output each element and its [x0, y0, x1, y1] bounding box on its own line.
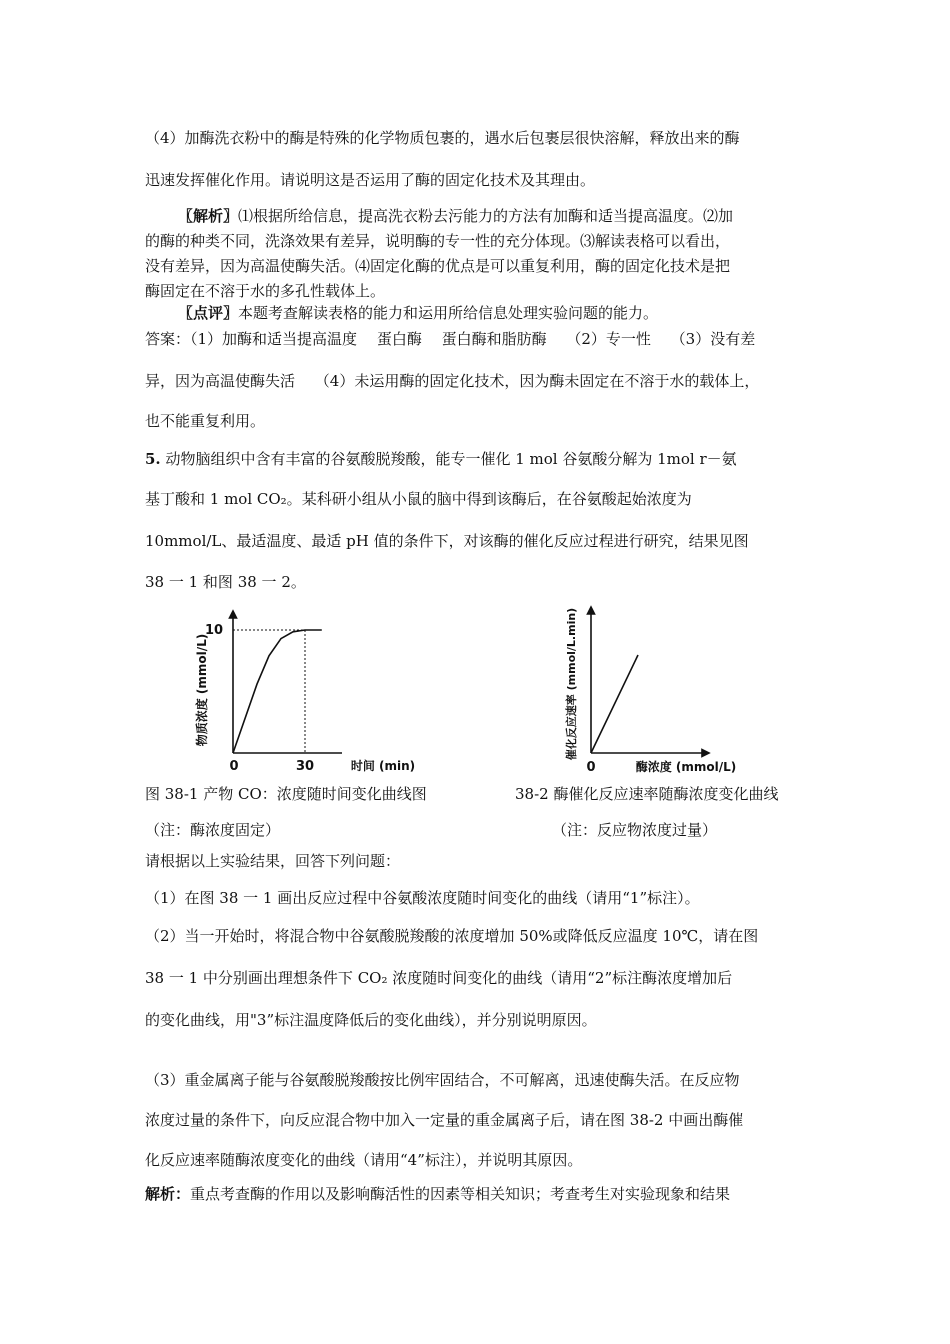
fig2-caption: 38-2 酶催化反应速率随酶浓度变化曲线 [515, 785, 779, 803]
q5-line-4: 38 一 1 和图 38 一 2。 [145, 573, 306, 591]
fig2-x-tick-0: 0 [586, 760, 596, 775]
sub2-line-2: 38 一 1 中分别画出理想条件下 CO₂ 浓度随时间变化的曲线（请用“2”标注酶浓度增加后 [145, 969, 733, 987]
prompt-line: 请根据以上实验结果，回答下列问题： [145, 852, 401, 870]
jiexi2-text: 重点考查酶的作用以及影响酶活性的因素等相关知识；考查考生对实验现象和结果 [190, 1185, 731, 1203]
fig2-rate-line [591, 655, 638, 753]
sub3-line-3: 化反应速率随酶浓度变化的曲线（请用“4”标注），并说明其原因。 [145, 1151, 583, 1169]
jiexi2-line [145, 1184, 730, 1204]
fig2-y-label: 催化反应速率 (mmol/L.min) [565, 607, 578, 761]
q5-line-1 [145, 449, 737, 469]
q4-line-1: （4）加酶洗衣粉中的酶是特殊的化学物质包裹的，遇水后包裹层很快溶解，释放出来的酶 [145, 129, 740, 147]
answer-line-1: 答案：（1）加酶和适当提高温度 蛋白酶 蛋白酶和脂肪酶 （2）专一性 （3）没有差 [145, 330, 756, 348]
fig1-x-label: 时间 (min) [350, 759, 416, 773]
fig1-caption: 图 38-1 产物 CO：浓度随时间变化曲线图 [145, 785, 427, 803]
jiexi-line-1 [178, 206, 733, 226]
dianping-line [178, 303, 658, 323]
fig2-x-label: 酶浓度 (mmol/L) [635, 760, 737, 774]
fig2-note: （注：反应物浓度过量） [552, 821, 718, 839]
q5-line-3: 10mmol/L、最适温度、最适 pH 值的条件下，对该酶的催化反应过程进行研究，结果见图 [145, 532, 749, 550]
jiexi-tag: 〖解析〗 [178, 207, 239, 225]
sub1-line: （1）在图 38 一 1 画出反应过程中谷氨酸浓度随时间变化的曲线（请用“1”标注）。 [145, 889, 700, 907]
figure-38-2 [560, 600, 790, 778]
jiexi-line-3: 没有差异，因为高温使酶失活。⑷固定化酶的优点是可以重复利用，酶的固定化技术是把 [145, 257, 731, 275]
dianping-tag: 〖点评〗 [178, 304, 239, 322]
answer-line-3: 也不能重复利用。 [145, 412, 266, 430]
answer-line-2: 异，因为高温使酶失活 （4）未运用酶的固定化技术，因为酶未固定在不溶于水的载体上， [145, 372, 760, 390]
jiexi-text-1: ⑴根据所给信息，提高洗衣粉去污能力的方法有加酶和适当提高温度。⑵加 [238, 207, 734, 225]
figure-38-1 [190, 608, 420, 778]
fig1-y-label: 物质浓度 (mmol/L) [195, 633, 209, 747]
sub2-line-1: （2）当一开始时，将混合物中谷氨酸脱羧酸的浓度增加 50%或降低反应温度 10℃，请在图 [145, 927, 759, 945]
fig1-x-tick-0: 0 [229, 759, 239, 774]
dianping-text: 本题考查解读表格的能力和运用所给信息处理实验问题的能力。 [238, 304, 659, 322]
jiexi2-tag: 解析： [145, 1185, 191, 1203]
sub3-line-2: 浓度过量的条件下，向反应混合物中加入一定量的重金属离子后，请在图 38-2 中画出酶催 [145, 1111, 744, 1129]
fig1-co2-curve [233, 630, 322, 753]
jiexi-line-2: 的酶的种类不同，洗涤效果有差异，说明酶的专一性的充分体现。⑶解读表格可以看出， [145, 232, 731, 250]
sub3-line-1: （3）重金属离子能与谷氨酸脱羧酸按比例牢固结合，不可解离，迅速使酶失活。在反应物 [145, 1071, 740, 1089]
fig1-note: （注：酶浓度固定） [145, 821, 281, 839]
q5-line-2: 基丁酸和 1 mol CO₂。某科研小组从小鼠的脑中得到该酶后，在谷氨酸起始浓度为 [145, 490, 692, 508]
q4-line-2: 迅速发挥催化作用。请说明这是否运用了酶的固定化技术及其理由。 [145, 171, 596, 189]
fig1-x-tick-30: 30 [295, 759, 315, 774]
fig1-y-tick-10: 10 [204, 623, 224, 638]
jiexi-line-4: 酶固定在不溶于水的多孔性载体上。 [145, 282, 386, 300]
q5-text-1: 动物脑组织中含有丰富的谷氨酸脱羧酸，能专一催化 1 mol 谷氨酸分解为 1mol r－氨 [160, 450, 737, 468]
q5-number: 5. [145, 450, 161, 468]
sub2-line-3: 的变化曲线，用"3”标注温度降低后的变化曲线），并分别说明原因。 [145, 1011, 597, 1029]
